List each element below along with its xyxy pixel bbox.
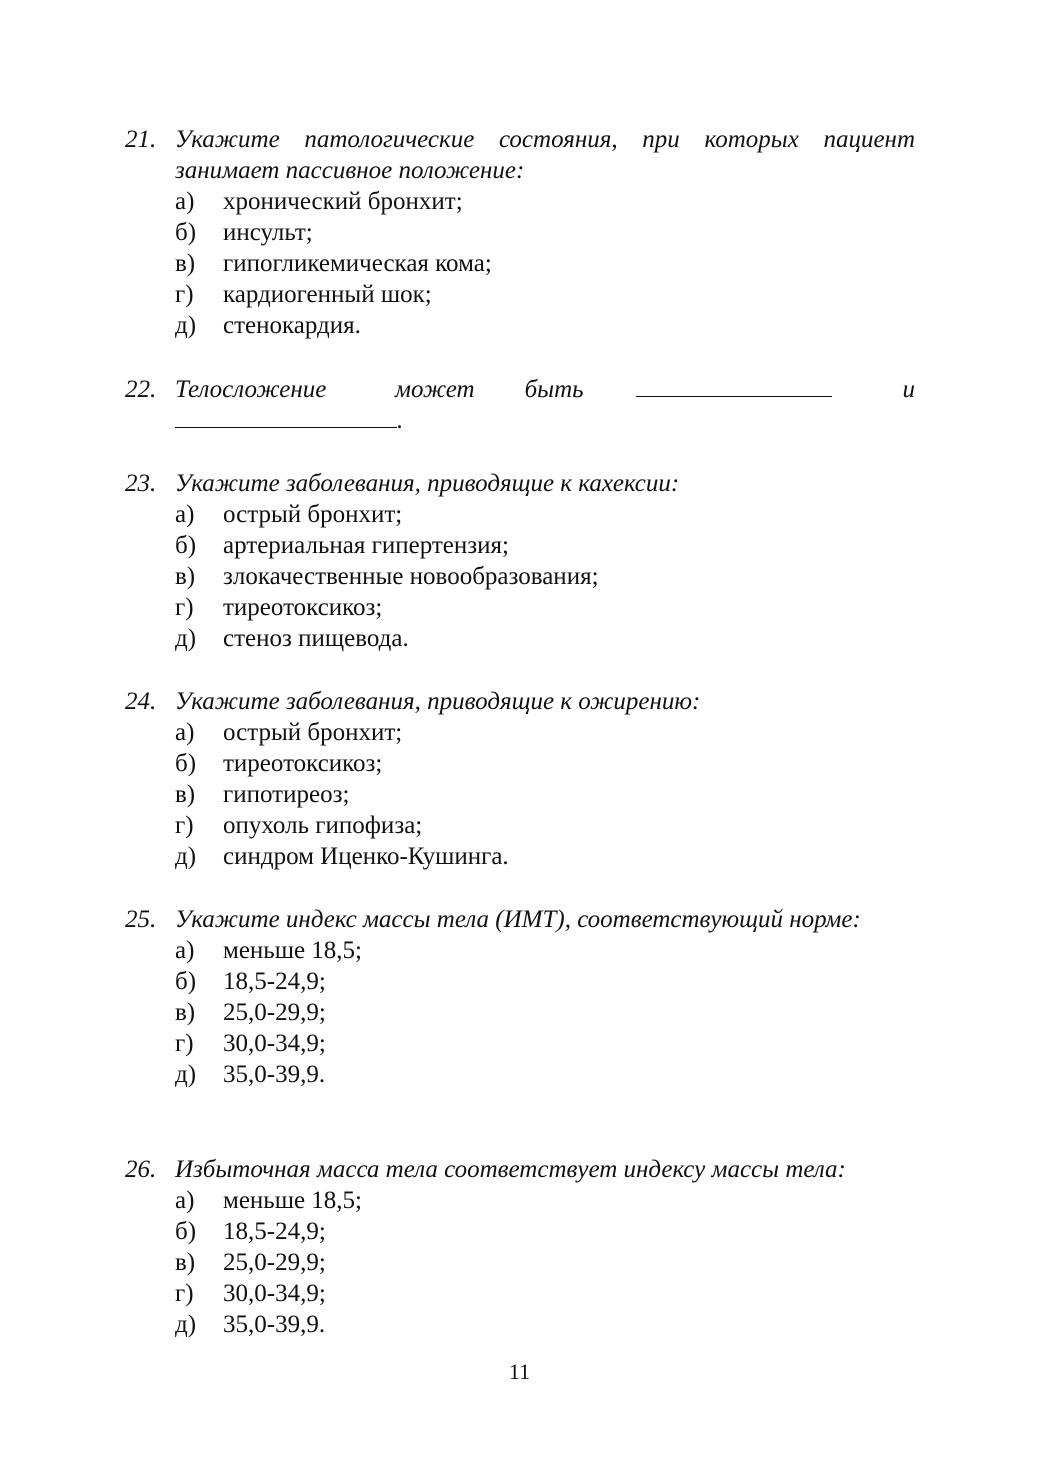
option-b [175, 748, 915, 779]
question-text: Укажите индекс массы тела (ИМТ), соответствующий норме: [175, 906, 861, 933]
question-header [125, 904, 915, 935]
option-b [175, 530, 915, 561]
option-letter: б) [175, 750, 197, 777]
option-text: 35,0-39,9. [223, 1311, 326, 1338]
option-v [175, 248, 915, 279]
question-header [125, 124, 915, 186]
question-text: Укажите заболевания, приводящие к ожирению: [175, 688, 701, 715]
option-letter: в) [175, 999, 196, 1026]
answer-blank-2[interactable] [175, 407, 397, 428]
option-d [175, 1059, 915, 1090]
option-text: гипотиреоз; [223, 781, 350, 808]
question-end-punct: . [397, 407, 404, 434]
option-text: гипогликемическая кома; [223, 250, 492, 277]
question-number: 25. [125, 906, 157, 933]
page-number: 11 [508, 1359, 531, 1384]
question-25 [125, 904, 915, 1090]
options-list [175, 1185, 915, 1340]
option-text: стенокардия. [223, 312, 361, 339]
question-header [125, 468, 915, 499]
option-a [175, 499, 915, 530]
question-24 [125, 686, 915, 872]
question-number: 23. [125, 470, 157, 497]
option-letter: д) [175, 843, 197, 870]
option-a [175, 186, 915, 217]
option-text: острый бронхит; [223, 501, 403, 528]
option-text: артериальная гипертензия; [223, 532, 509, 559]
option-v [175, 997, 915, 1028]
question-conjunction: и [902, 376, 915, 403]
option-letter: г) [175, 812, 194, 839]
option-text: стеноз пищевода. [223, 625, 409, 652]
question-word: может [395, 376, 475, 403]
option-letter: б) [175, 219, 197, 246]
option-letter: д) [175, 312, 197, 339]
option-text: меньше 18,5; [223, 937, 362, 964]
option-text: опухоль гипофиза; [223, 812, 423, 839]
options-list [175, 935, 915, 1090]
option-letter: б) [175, 968, 197, 995]
option-text: меньше 18,5; [223, 1187, 362, 1214]
question-header [125, 686, 915, 717]
question-number: 22. [125, 376, 157, 403]
option-g [175, 1278, 915, 1309]
option-g [175, 279, 915, 310]
option-letter: в) [175, 781, 196, 808]
option-text: злокачественные новообразования; [223, 563, 599, 590]
question-22 [125, 374, 915, 436]
question-header [125, 374, 915, 405]
option-letter: д) [175, 1061, 197, 1088]
options-list [175, 499, 915, 654]
option-letter: а) [175, 719, 195, 746]
question-21 [125, 124, 915, 341]
option-text: хронический бронхит; [223, 188, 463, 215]
option-letter: г) [175, 594, 194, 621]
option-a [175, 717, 915, 748]
option-g [175, 592, 915, 623]
option-letter: в) [175, 1249, 196, 1276]
question-26 [125, 1154, 915, 1340]
option-text: острый бронхит; [223, 719, 403, 746]
question-number: 24. [125, 688, 157, 715]
option-text: 35,0-39,9. [223, 1061, 326, 1088]
option-letter: а) [175, 937, 195, 964]
options-list [175, 186, 915, 341]
option-letter: г) [175, 281, 194, 308]
option-b [175, 1216, 915, 1247]
question-text: Укажите заболевания, приводящие к кахексии: [175, 470, 680, 497]
option-v [175, 1247, 915, 1278]
option-letter: а) [175, 501, 195, 528]
option-b [175, 966, 915, 997]
question-23 [125, 468, 915, 654]
option-letter: г) [175, 1280, 194, 1307]
options-list [175, 717, 915, 872]
option-text: синдром Иценко-Кушинга. [223, 843, 509, 870]
question-text: Укажите патологические состояния, при которых пациент занимает пассивное положение: [175, 126, 915, 184]
option-text: 30,0-34,9; [223, 1030, 326, 1057]
option-letter: д) [175, 625, 197, 652]
option-v [175, 779, 915, 810]
option-text: инсульт; [223, 219, 313, 246]
option-b [175, 217, 915, 248]
option-letter: а) [175, 1187, 195, 1214]
option-g [175, 1028, 915, 1059]
option-letter: в) [175, 250, 196, 277]
question-header [125, 1154, 915, 1185]
option-d [175, 841, 915, 872]
answer-blank-1[interactable] [636, 376, 832, 397]
option-letter: а) [175, 188, 195, 215]
option-text: тиреотоксикоз; [223, 750, 383, 777]
question-number: 21. [125, 126, 157, 153]
option-letter: г) [175, 1030, 194, 1057]
option-d [175, 310, 915, 341]
question-word: быть [524, 376, 584, 403]
question-word: Телосложение [175, 376, 327, 403]
question-number: 26. [125, 1156, 157, 1183]
option-g [175, 810, 915, 841]
option-text: 18,5-24,9; [223, 968, 326, 995]
option-letter: в) [175, 563, 196, 590]
option-text: тиреотоксикоз; [223, 594, 383, 621]
option-a [175, 935, 915, 966]
question-continuation [175, 405, 915, 436]
option-text: 30,0-34,9; [223, 1280, 326, 1307]
option-text: 25,0-29,9; [223, 1249, 326, 1276]
question-text: Избыточная масса тела соответствует индексу массы тела: [175, 1156, 846, 1183]
option-text: 18,5-24,9; [223, 1218, 326, 1245]
option-text: 25,0-29,9; [223, 999, 326, 1026]
option-d [175, 623, 915, 654]
option-v [175, 561, 915, 592]
option-d [175, 1309, 915, 1340]
option-letter: б) [175, 532, 197, 559]
option-letter: д) [175, 1311, 197, 1338]
option-a [175, 1185, 915, 1216]
option-letter: б) [175, 1218, 197, 1245]
option-text: кардиогенный шок; [223, 281, 432, 308]
